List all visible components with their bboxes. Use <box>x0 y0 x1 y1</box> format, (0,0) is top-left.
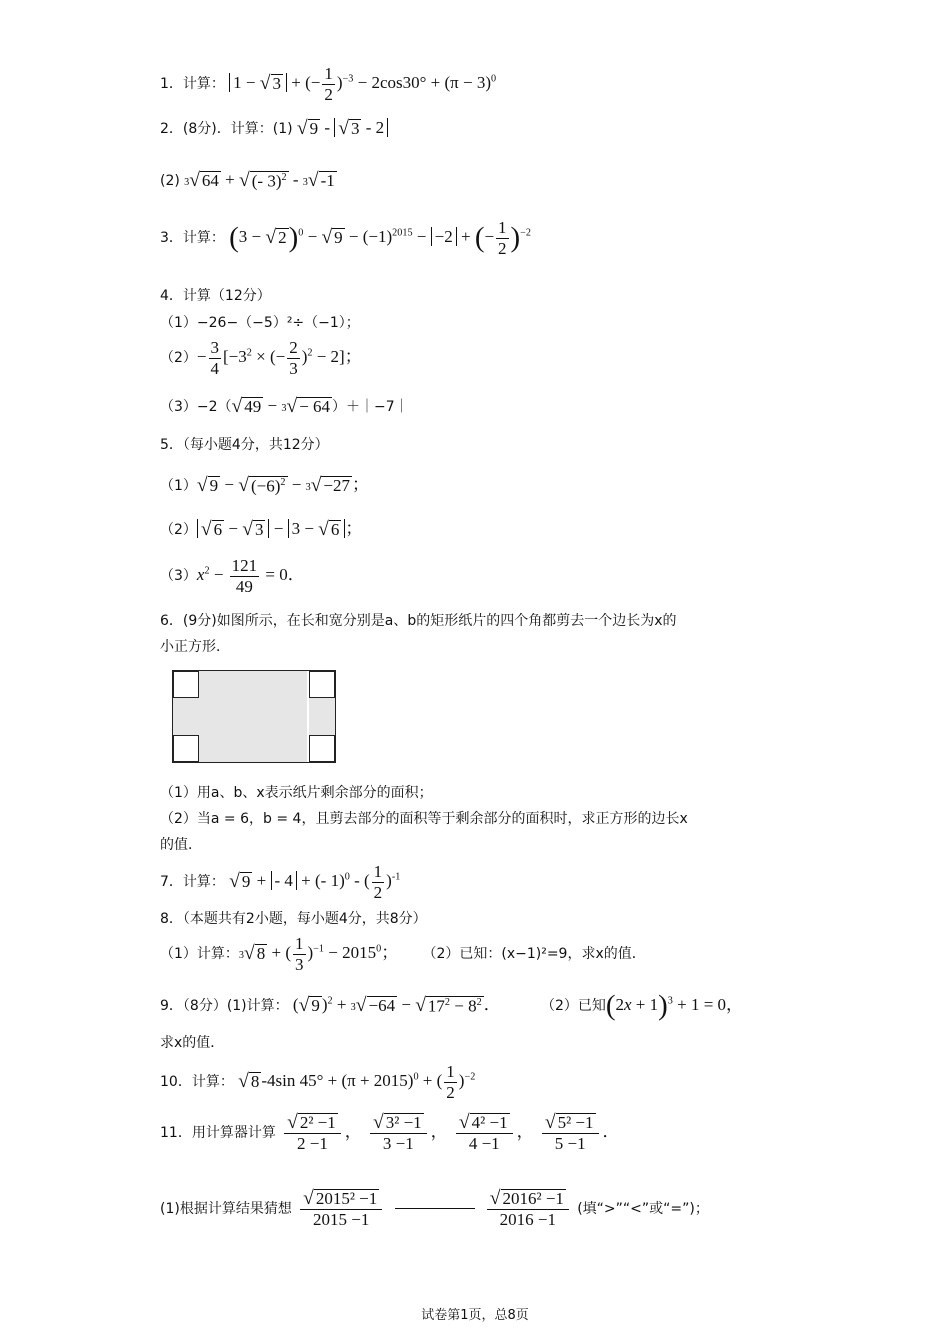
answer-blank[interactable] <box>395 1208 475 1209</box>
problem-5-part-1: （1） √ 9 − √ $(-6)^2$ − 3 √ −27 ； <box>160 474 370 497</box>
problem-8-parts: （1）计算：3 √ 8 + ( $\frac{1}{3}$ )$^{-1} - 2015^0$； （2）已知：(x−1)²=9，求x的值． <box>160 934 646 974</box>
right-strip <box>309 698 335 735</box>
left-strip <box>173 698 199 735</box>
corner-square-top-right <box>309 671 335 698</box>
problem-2-part-2 <box>160 170 337 191</box>
problem-2-label: 2．(8分)．计算：(1) <box>160 121 293 137</box>
problem-5-heading: 5．（每小题4分，共12分） <box>160 437 329 453</box>
problem-6-text: 6．(9分)如图所示，在长和宽分别是a、b的矩形纸片的四个角都剪去一个边长为x的 <box>160 613 677 629</box>
problem-9-tail: 求x的值． <box>160 1035 225 1051</box>
problem-7: 7．计算： √ 9 + - 4 + (- 1)$^0$ - ( $\frac{1}{2}$ )$^{-1}$ <box>160 862 401 902</box>
problem-11: 11．用计算器计算 √ 2² −1 2 −1 ， √ 3² −1 3 −1 ， √ 4² −1 4 −1 ， √ 5² −1 5 −1 ． <box>160 1112 620 1153</box>
problem-1 <box>160 64 496 104</box>
problem-6-part-2: （2）当a = 6，b = 4，且剪去部分的面积等于剩余部分的面积时，求正方形的边长x <box>160 811 688 827</box>
problem-11-part-1-label: (1)根据计算结果猜想 <box>160 1200 292 1217</box>
corner-square-bottom-left <box>173 735 199 762</box>
problem-4-heading: 4．计算（12分） <box>160 288 271 304</box>
problem-6-part-1: （1）用a、b、x表示纸片剩余部分的面积； <box>160 785 433 801</box>
problem-4-part-3: （3）−2（ √ 49 − 3 √ − 64 ）＋｜−7｜ <box>160 396 409 418</box>
problem-3 <box>160 218 531 258</box>
problem-11-part-1-hint: (填“>”“<”或“=”)； <box>577 1200 709 1217</box>
problem-6-text-2: 小正方形． <box>160 639 230 655</box>
problem-7-label: 7．计算： <box>160 873 225 890</box>
problem-9: 9．（8分）(1)计算： ( √ 9 )$^2$ + 3 √ −64 − √ $17^2 - 8^2$ ． （2）已知$(2x + 1)^3 + 1 = 0$， <box>160 989 744 1022</box>
problem-11-part-1: (1)根据计算结果猜想 √ 2015² −1 2015 −1 √ 2016² −1 2016 −1 (填“>”“<”或“=”)； <box>160 1188 709 1229</box>
corner-square-bottom-right <box>309 735 335 762</box>
problem-8-heading: 8．（本题共有2小题，每小题4分，共8分） <box>160 911 427 927</box>
remaining-area <box>199 671 307 762</box>
problem-2 <box>160 118 388 139</box>
problem-11-label: 11．用计算器计算 <box>160 1124 276 1141</box>
problem-3-label: 3．计算： <box>160 229 225 246</box>
problem-2-sub2-label: (2) <box>160 173 180 189</box>
problem-4-part-2: （2）− $\frac{3}{4}$ [$-3^2$ × (− $\frac{2}{3}$ )$^2$ − 2]； <box>160 338 362 378</box>
page-footer: 试卷第1页，总8页 <box>421 1308 529 1323</box>
rectangle-figure <box>172 670 336 763</box>
corner-square-top-left <box>173 671 199 698</box>
problem-5-part-3: $(3)x^2$ − $\frac{121}{49}$ = 0． <box>160 556 305 596</box>
problem-5-part-2: （2） √ 6 − √ 3 − 3 − √ 6 ； <box>160 519 363 541</box>
problem-4-part-1: （1）−26−（−5）²÷（−1）； <box>160 315 360 331</box>
problem-2-expr-1: √ 9 - √ 3 - 2 <box>297 118 388 137</box>
problem-1-label: 1．计算： <box>160 75 225 92</box>
problem-6-part-2-tail: 的值． <box>160 837 202 853</box>
problem-9-label: 9．（8分）(1)计算： <box>160 998 289 1014</box>
problem-10: 10．计算： √ 8 -4sin $45^\circ + (\pi + 2015)^0$ + ( $\frac{1}{2}$ )$^{-2}$ <box>160 1062 476 1102</box>
problem-3-expr: (3 − √ 2 )$^0$ − √ 9 − $(-1)^{2015} - -2$ + (− $\frac{1}{2}$ )$^{-2}$ <box>229 218 532 258</box>
problem-2-expr-2: 3 √ 64 + √ (- 3)$^2$ - 3 √ -1 <box>184 169 335 192</box>
problem-1-expr: 1 − √ 3 + (− $\frac{1}{2}$ )$^{-3} - 2\cos 30^\circ + (\pi - 3)^0$ <box>229 73 496 92</box>
problem-10-label: 10．计算： <box>160 1073 234 1090</box>
